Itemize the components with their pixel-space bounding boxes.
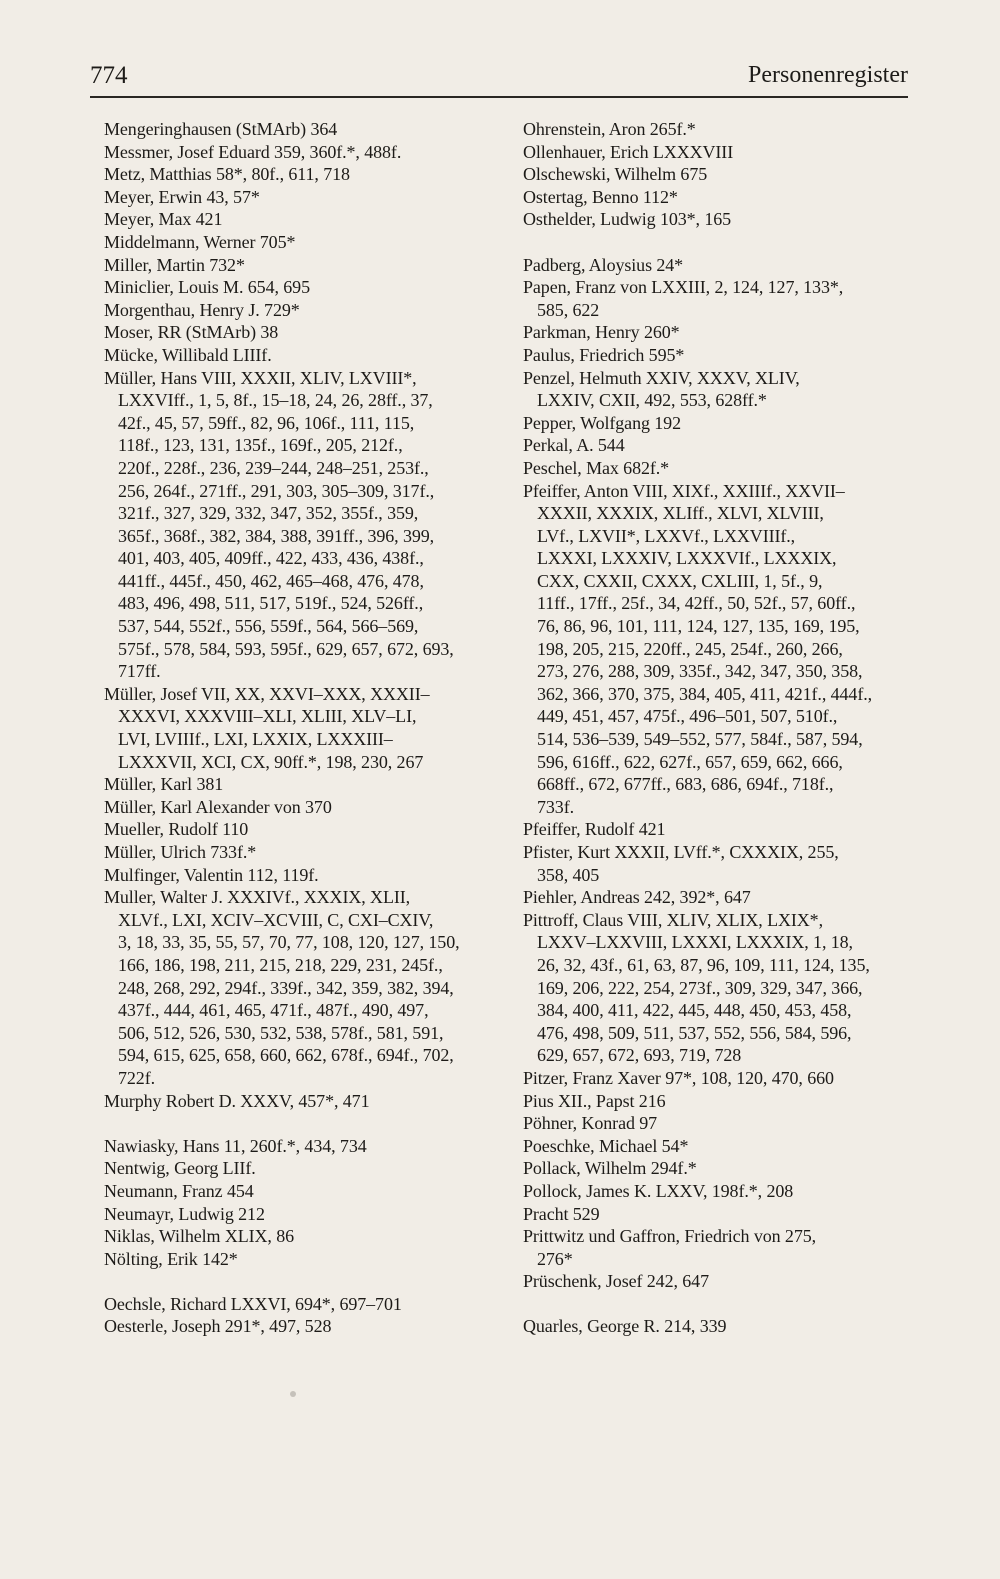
index-entry: Nentwig, Georg LIIf.: [104, 1158, 256, 1179]
index-entry: Paulus, Friedrich 595*: [523, 344, 685, 365]
running-head: Personenregister: [748, 62, 908, 88]
index-entry: Pitzer, Franz Xaver 97*, 108, 120, 470, 660: [523, 1067, 834, 1088]
index-entry: Nawiasky, Hans 11, 260f.*, 434, 734: [104, 1135, 367, 1156]
index-entry: Pius XII., Papst 216: [523, 1090, 666, 1111]
header-rule: [90, 96, 908, 98]
index-entry: Perkal, A. 544: [523, 435, 625, 456]
index-entry: Mücke, Willibald LIIIf.: [104, 344, 272, 365]
index-entry: Müller, Josef VII, XX, XXVI–XXX, XXXII– XXXVI, XXXVIII–XLI, XLIII, XLV–LI, LVI, LVIIIf., LXI, LXXIX, LXXXIII– LXXXVII, XCI, CX, 90ff.*, 198, 230, 267: [104, 683, 430, 772]
paper-mark: [290, 1391, 296, 1397]
section-gap: [104, 1112, 504, 1135]
index-entry: Neumayr, Ludwig 212: [104, 1203, 265, 1224]
index-entry: Penzel, Helmuth XXIV, XXXV, XLIV, LXXIV, CXII, 492, 553, 628ff.*: [523, 367, 800, 411]
index-entry: Middelmann, Werner 705*: [104, 231, 296, 252]
section-gap: [523, 1293, 923, 1316]
section-gap: [523, 231, 923, 254]
index-entry: Miller, Martin 732*: [104, 254, 245, 275]
index-entry: Piehler, Andreas 242, 392*, 647: [523, 887, 751, 908]
index-entry: Messmer, Josef Eduard 359, 360f.*, 488f.: [104, 141, 402, 162]
index-entry: Meyer, Erwin 43, 57*: [104, 186, 260, 207]
index-entry: Ohrenstein, Aron 265f.*: [523, 119, 696, 139]
index-entry: Miniclier, Louis M. 654, 695: [104, 277, 310, 298]
index-entry: Pepper, Wolfgang 192: [523, 412, 681, 433]
section-gap: [104, 1270, 504, 1293]
index-entry: Pollack, Wilhelm 294f.*: [523, 1158, 697, 1179]
index-entry: Osthelder, Ludwig 103*, 165: [523, 209, 732, 230]
index-entry: Müller, Hans VIII, XXXII, XLIV, LXVIII*, LXXVIff., 1, 5, 8f., 15–18, 24, 26, 28ff., 37, 42f., 45, 57, 59ff., 82, 96, 106f., 111, 115, 118f., 123, 131, 135f., 169f., 205, 212f., 220f., 228f., 236, 239–244, 248–251, 253f., 256, 264f., 271ff., 291, 303, 305–309, 317f., 321f., 327, 329, 332, 347, 352, 355f., 359, 365f., 368f., 382, 384, 388, 391ff., 396, 399, 401, 403, 405, 409ff., 422, 433, 436, 438f., 441ff., 445f., 450, 462, 465–468, 476, 478, 483, 496, 498, 511, 517, 519f., 524, 526ff., 537, 544, 552f., 556, 559f., 564, 566–569, 575f., 578, 584, 593, 595f., 629, 657, 672, 693, 717ff.: [104, 367, 454, 682]
index-entry: Niklas, Wilhelm XLIX, 86: [104, 1226, 295, 1247]
index-entry: Prüschenk, Josef 242, 647: [523, 1271, 709, 1292]
index-entry: Ollenhauer, Erich LXXXVIII: [523, 141, 734, 162]
index-entry: Ostertag, Benno 112*: [523, 186, 678, 207]
index-entry: Moser, RR (StMArb) 38: [104, 322, 279, 343]
index-entry: Quarles, George R. 214, 339: [523, 1316, 727, 1337]
index-entry: Papen, Franz von LXXIII, 2, 124, 127, 133*, 585, 622: [523, 277, 844, 320]
index-entry: Metz, Matthias 58*, 80f., 611, 718: [104, 164, 350, 185]
index-entry: Pittroff, Claus VIII, XLIV, XLIX, LXIX*, LXXV–LXXVIII, LXXXI, LXXXIX, 1, 18, 26, 32, 43f., 61, 63, 87, 96, 109, 111, 124, 135, 169, 206, 222, 254, 273f., 309, 329, 347, 366, 384, 400, 411, 422, 445, 448, 450, 453, 458, 476, 498, 509, 511, 537, 552, 556, 584, 596, 629, 657, 672, 693, 719, 728: [523, 909, 870, 1066]
index-entry: Meyer, Max 421: [104, 209, 223, 230]
index-entry: Morgenthau, Henry J. 729*: [104, 299, 300, 320]
index-entry: Olschewski, Wilhelm 675: [523, 164, 708, 185]
index-entry: Neumann, Franz 454: [104, 1180, 254, 1201]
index-entry: Pfeiffer, Anton VIII, XIXf., XXIIIf., XXVII– XXXII, XXXIX, XLIff., XLVI, XLVIII, LVf., LXVII*, LXXVf., LXXVIIIf., LXXXI, LXXXIV, LXXXVIf., LXXXIX, CXX, CXXII, CXXX, CXLIII, 1, 5f., 9, 11ff., 17ff., 25f., 34, 42ff., 50, 52f., 57, 60ff., 76, 86, 96, 101, 111, 124, 127, 135, 169, 195, 198, 205, 215, 220ff., 245, 254f., 260, 266, 273, 276, 288, 309, 335f., 342, 347, 350, 358, 362, 366, 370, 375, 384, 405, 411, 421f., 444f., 449, 451, 457, 475f., 496–501, 507, 510f., 514, 536–539, 549–552, 577, 584f., 587, 594, 596, 616ff., 622, 627f., 657, 659, 662, 666, 668ff., 672, 677ff., 683, 686, 694f., 718f., 733f.: [523, 480, 873, 817]
index-entry: Prittwitz und Gaffron, Friedrich von 275, 276*: [523, 1226, 817, 1269]
index-entry: Pfister, Kurt XXXII, LVff.*, CXXXIX, 255, 358, 405: [523, 842, 839, 885]
index-entry: Müller, Ulrich 733f.*: [104, 842, 257, 862]
index-entry: Pfeiffer, Rudolf 421: [523, 819, 666, 840]
index-entry: Oechsle, Richard LXXVI, 694*, 697–701: [104, 1293, 402, 1314]
index-entry: Mulfinger, Valentin 112, 119f.: [104, 864, 319, 885]
index-entry: Pollock, James K. LXXV, 198f.*, 208: [523, 1180, 794, 1201]
index-entry: Mengeringhausen (StMArb) 364: [104, 119, 338, 139]
index-entry: Pracht 529: [523, 1203, 600, 1224]
index-entry: Peschel, Max 682f.*: [523, 457, 670, 478]
index-entry: Müller, Karl 381: [104, 774, 224, 795]
index-entry: Müller, Karl Alexander von 370: [104, 796, 332, 817]
index-entry: Muller, Walter J. XXXIVf., XXXIX, XLII, XLVf., LXI, XCIV–XCVIII, C, CXI–CXIV, 3, 18, 33, 35, 55, 57, 70, 77, 108, 120, 127, 150, 166, 186, 198, 211, 215, 218, 229, 231, 245f., 248, 268, 292, 294f., 339f., 342, 359, 382, 394, 437f., 444, 461, 465, 471f., 487f., 490, 497, 506, 512, 526, 530, 532, 538, 578f., 581, 591, 594, 615, 625, 658, 660, 662, 678f., 694f., 702, 722f.: [104, 887, 460, 1088]
index-entry: Parkman, Henry 260*: [523, 322, 680, 343]
index-entry: Poeschke, Michael 54*: [523, 1135, 689, 1156]
index-entry: Murphy Robert D. XXXV, 457*, 471: [104, 1090, 370, 1111]
index-entry: Oesterle, Joseph 291*, 497, 528: [104, 1316, 332, 1337]
page-header: [90, 60, 908, 94]
index-entry: Padberg, Aloysius 24*: [523, 254, 684, 275]
index-entry: Pöhner, Konrad 97: [523, 1113, 658, 1134]
left-column: [104, 118, 504, 1338]
index-entry: Nölting, Erik 142*: [104, 1248, 238, 1269]
page-number: 774: [90, 62, 128, 89]
right-column: [523, 118, 923, 1338]
index-entry: Mueller, Rudolf 110: [104, 819, 249, 840]
